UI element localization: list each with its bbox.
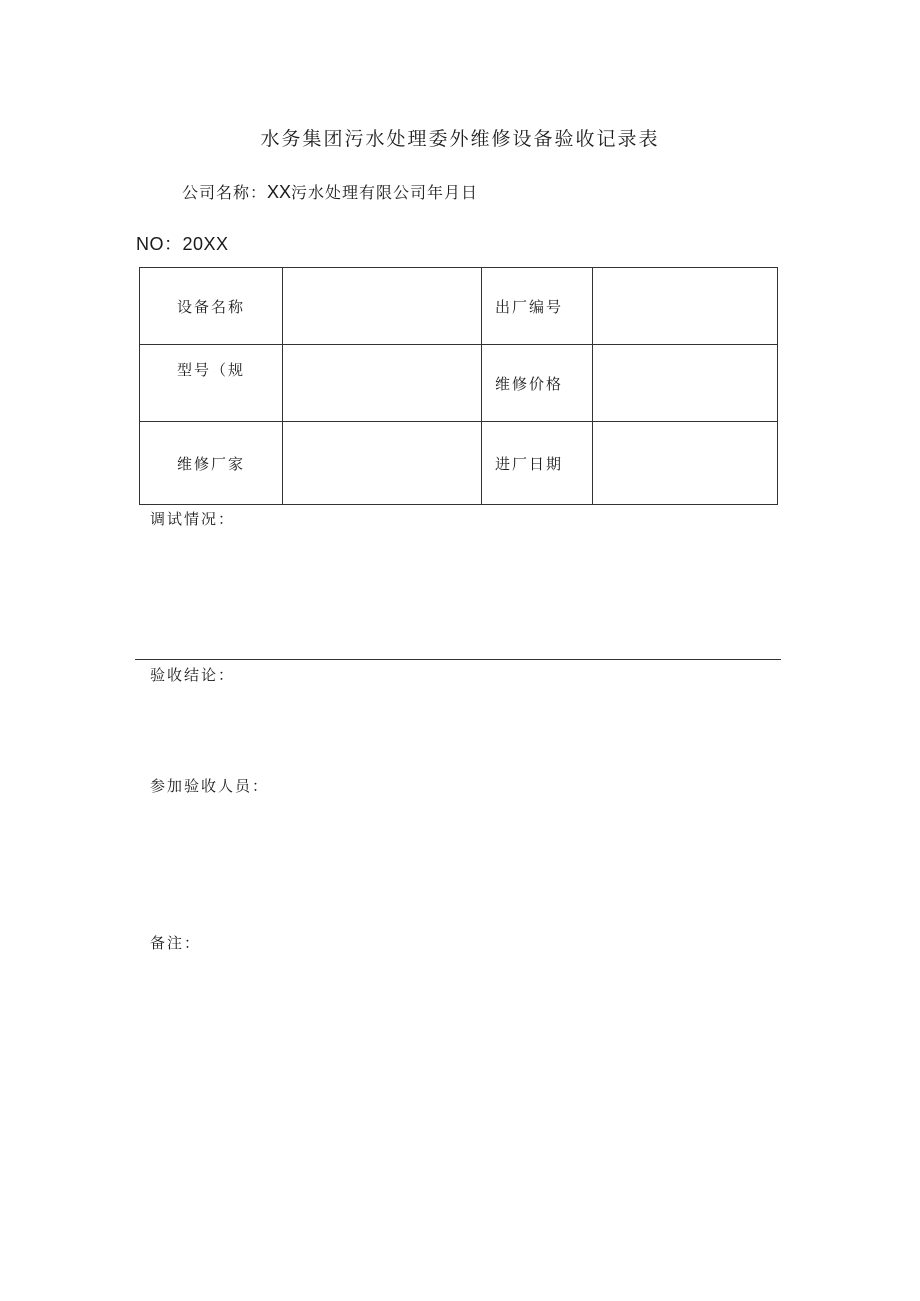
document-title: 水务集团污水处理委外维修设备验收记录表	[260, 128, 660, 150]
equipment-info-table	[139, 267, 778, 505]
model-spec-label: 型号（规	[140, 345, 283, 422]
participants-label: 参加验收人员：	[150, 777, 270, 795]
repair-vendor-label: 维修厂家	[140, 422, 283, 505]
repair-vendor-field[interactable]	[283, 422, 482, 505]
document-number: NO：20XX	[136, 234, 229, 254]
company-suffix: 污水处理有限公司年月日	[291, 183, 479, 202]
model-spec-field[interactable]	[283, 345, 482, 422]
table-row	[140, 345, 778, 422]
table-row	[140, 422, 778, 505]
debug-status-label: 调试情况：	[150, 510, 236, 528]
acceptance-conclusion-label: 验收结论：	[150, 666, 236, 684]
company-name-placeholder: XX	[267, 182, 292, 202]
section-divider	[135, 659, 781, 660]
entry-date-field[interactable]	[593, 422, 778, 505]
remarks-label: 备注：	[150, 934, 202, 952]
repair-price-field[interactable]	[593, 345, 778, 422]
company-label: 公司名称：	[182, 183, 268, 202]
serial-number-field[interactable]	[593, 268, 778, 345]
entry-date-label: 进厂日期	[482, 422, 593, 505]
repair-price-label: 维修价格	[482, 345, 593, 422]
company-line	[182, 180, 478, 203]
table-row	[140, 268, 778, 345]
equipment-name-field[interactable]	[283, 268, 482, 345]
equipment-name-label: 设备名称	[140, 268, 283, 345]
serial-number-label: 出厂编号	[482, 268, 593, 345]
